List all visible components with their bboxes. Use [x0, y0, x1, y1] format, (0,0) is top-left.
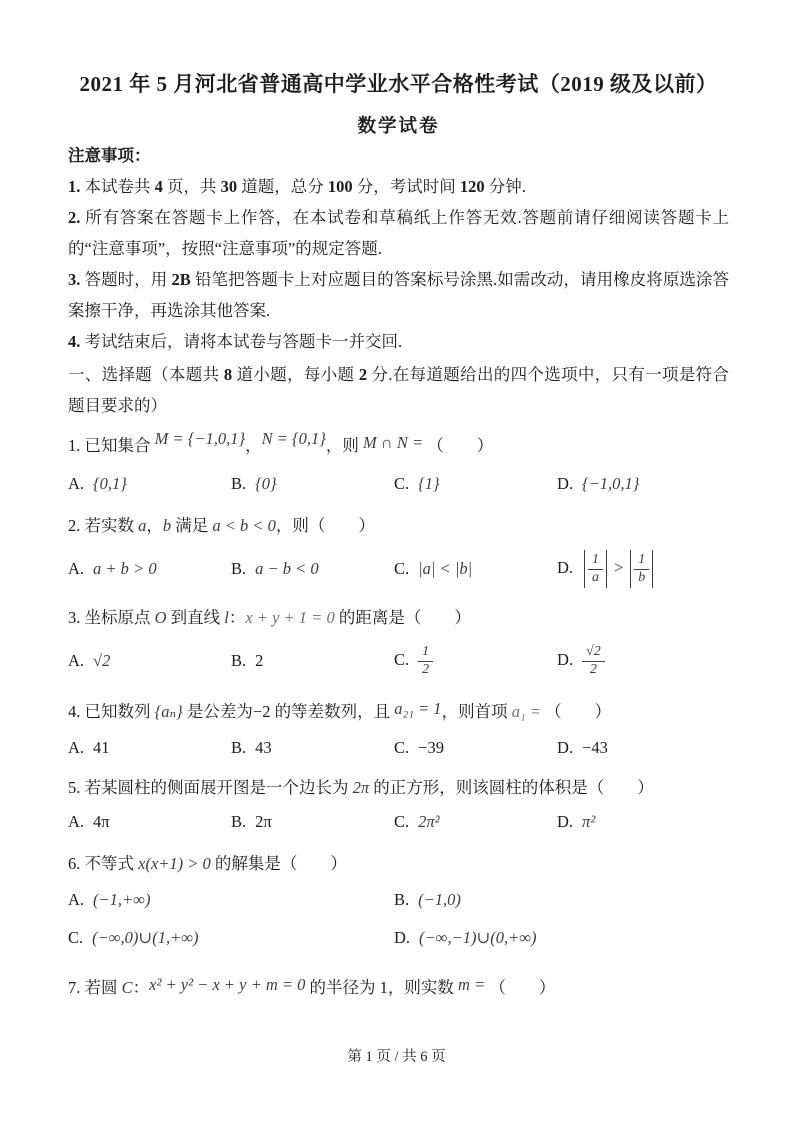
- option-b: [231, 805, 394, 839]
- fraction-denominator: a: [592, 569, 600, 585]
- question-2-stem: 2. 若实数 a，b 满足 a < b < 0，则（ ）: [68, 516, 375, 535]
- option-label: A.: [68, 890, 85, 909]
- option-body: (−1,+∞): [93, 890, 151, 909]
- question-4-stem: 4. 已知数列 {aₙ} 是公差为−2 的等差数列，且 a₂₁ = 1，则首项 a₁ = （ ）: [68, 699, 612, 721]
- option-d: [557, 731, 721, 765]
- option-body: |a| < |b|: [418, 559, 473, 578]
- option-label: B.: [231, 812, 247, 831]
- option-b: [231, 467, 394, 501]
- fraction: [634, 552, 649, 587]
- option-b: [231, 644, 394, 678]
- option-label: C.: [394, 559, 410, 578]
- fraction-numerator: 1: [418, 644, 433, 662]
- option-label: A.: [68, 474, 85, 493]
- option-body: {1}: [418, 474, 440, 493]
- question-6-stem: 6. 不等式 x(x+1) > 0 的解集是（ ）: [68, 854, 347, 873]
- question-2: [68, 509, 729, 593]
- option-d: [557, 805, 721, 839]
- option-c: [394, 643, 557, 679]
- option-a: [68, 883, 394, 917]
- option-b: [231, 731, 394, 765]
- comparison-operator: >: [613, 557, 625, 577]
- notice-item-3: 3. 答题时，用 2B 铅笔把答题卡上对应题目的答案标号涂黑.如需改动，请用橡皮将原选涂答案擦干净，再选涂其他答案.: [68, 270, 730, 320]
- option-label: A.: [68, 738, 85, 757]
- option-label: D.: [557, 474, 574, 493]
- option-label: C.: [68, 928, 84, 947]
- fraction-denominator: 2: [589, 661, 597, 677]
- option-body: 2π: [255, 812, 272, 831]
- option-body: 43: [255, 738, 272, 757]
- option-label: C.: [394, 474, 410, 493]
- option-label: B.: [231, 474, 247, 493]
- option-label: B.: [231, 651, 247, 670]
- option-b: [231, 552, 394, 586]
- question-4: [68, 695, 729, 765]
- section-heading: 一、选择题（本题共 8 道小题，每小题 2 分.在每道题给出的四个选项中，只有一项是符合题目要求的）: [68, 365, 730, 415]
- option-c: [394, 805, 557, 839]
- question-2-options: [68, 545, 729, 593]
- option-d: [557, 643, 721, 679]
- question-7-stem: 7. 若圆 C：x² + y² − x + y + m = 0 的半径为 1，则实数 m = （ ）: [68, 975, 556, 997]
- question-5-options: [68, 805, 729, 839]
- option-d: [557, 550, 721, 588]
- option-label: D.: [394, 928, 411, 947]
- option-body: a − b < 0: [255, 559, 319, 578]
- notice-item-2: 2. 所有答案在答题卡上作答，在本试卷和草稿纸上作答无效.答题前请仔细阅读答题卡上的“注意事项”，按照“注意事项”的规定答题.: [68, 208, 730, 258]
- option-a: [68, 467, 231, 501]
- option-body: {−1,0,1}: [582, 474, 640, 493]
- fraction: [418, 644, 433, 679]
- question-3-options: [68, 637, 729, 685]
- option-label: D.: [557, 650, 574, 670]
- option-b: [394, 883, 721, 917]
- option-c: [394, 467, 557, 501]
- question-1-options: [68, 467, 729, 501]
- abs-bars: [630, 550, 653, 588]
- option-label: A.: [68, 559, 85, 578]
- option-label: D.: [557, 738, 574, 757]
- option-body: −39: [418, 738, 444, 757]
- option-body: 2π²: [418, 812, 440, 831]
- option-a: [68, 552, 231, 586]
- option-label: C.: [394, 738, 410, 757]
- option-body: 2: [255, 651, 264, 670]
- option-body: π²: [582, 812, 596, 831]
- option-label: B.: [231, 559, 247, 578]
- fraction-numerator: 1: [588, 552, 603, 570]
- option-body: −43: [582, 738, 608, 757]
- option-body-fraction: [418, 644, 433, 677]
- option-body: 4π: [93, 812, 110, 831]
- question-7: [68, 971, 729, 1005]
- option-body: {0}: [255, 474, 277, 493]
- question-3: [68, 601, 729, 685]
- option-label: D.: [557, 812, 574, 831]
- fraction-denominator: b: [638, 569, 646, 585]
- question-6-options-row-2: [68, 921, 729, 955]
- notice-item-4: 4. 考试结束后，请将本试卷与答题卡一并交回.: [68, 332, 403, 351]
- notice-heading: 注意事项：: [68, 146, 151, 165]
- question-5-stem: 5. 若某圆柱的侧面展开图是一个边长为 2π 的正方形，则该圆柱的体积是（ ）: [68, 778, 654, 797]
- option-label: C.: [394, 650, 410, 670]
- option-body: (−1,0): [418, 890, 461, 909]
- option-d: [394, 921, 721, 955]
- question-6: [68, 847, 729, 955]
- option-body-fraction: [582, 644, 605, 677]
- option-d: [557, 467, 721, 501]
- fraction-numerator: √2: [582, 644, 605, 662]
- fraction: [588, 552, 603, 587]
- option-label: A.: [68, 812, 85, 831]
- option-c: [394, 552, 557, 586]
- question-1-stem: 1. 已知集合 M = {−1,0,1}，N = {0,1}，则 M ∩ N = （ ）: [68, 429, 494, 455]
- notice-item-1: 1. 本试卷共 4 页，共 30 道题，总分 100 分，考试时间 120 分钟.: [68, 177, 526, 196]
- option-body: a + b > 0: [93, 559, 157, 578]
- option-body: {0,1}: [93, 474, 127, 493]
- option-a: [68, 805, 231, 839]
- question-3-stem: 3. 坐标原点 O 到直线 l：x + y + 1 = 0 的距离是（ ）: [68, 608, 471, 627]
- option-label: B.: [231, 738, 247, 757]
- option-label: C.: [394, 812, 410, 831]
- option-body: √2: [93, 651, 111, 670]
- page-subtitle: 数学试卷: [357, 117, 440, 137]
- fraction-numerator: 1: [634, 552, 649, 570]
- option-body: 41: [93, 738, 110, 757]
- fraction-denominator: 2: [422, 661, 430, 677]
- option-c: [394, 731, 557, 765]
- question-4-options: [68, 731, 729, 765]
- option-label: D.: [557, 557, 574, 577]
- option-body-fraction: [582, 552, 655, 585]
- abs-bars: [584, 550, 607, 588]
- option-label: A.: [68, 651, 85, 670]
- option-body: (−∞,−1)∪(0,+∞): [419, 928, 537, 947]
- option-body: (−∞,0)∪(1,+∞): [92, 928, 199, 947]
- question-1: [68, 429, 729, 501]
- fraction: [582, 644, 605, 679]
- option-a: [68, 731, 231, 765]
- option-a: [68, 644, 231, 678]
- option-c: [68, 921, 394, 955]
- question-5: [68, 771, 729, 839]
- option-label: B.: [394, 890, 410, 909]
- question-6-options-row-1: [68, 883, 729, 917]
- page-footer: 第 1 页 / 共 6 页: [347, 1049, 446, 1065]
- page-title: 2021 年 5 月河北省普通高中学业水平合格性考试（2019 级及以前）: [79, 72, 718, 96]
